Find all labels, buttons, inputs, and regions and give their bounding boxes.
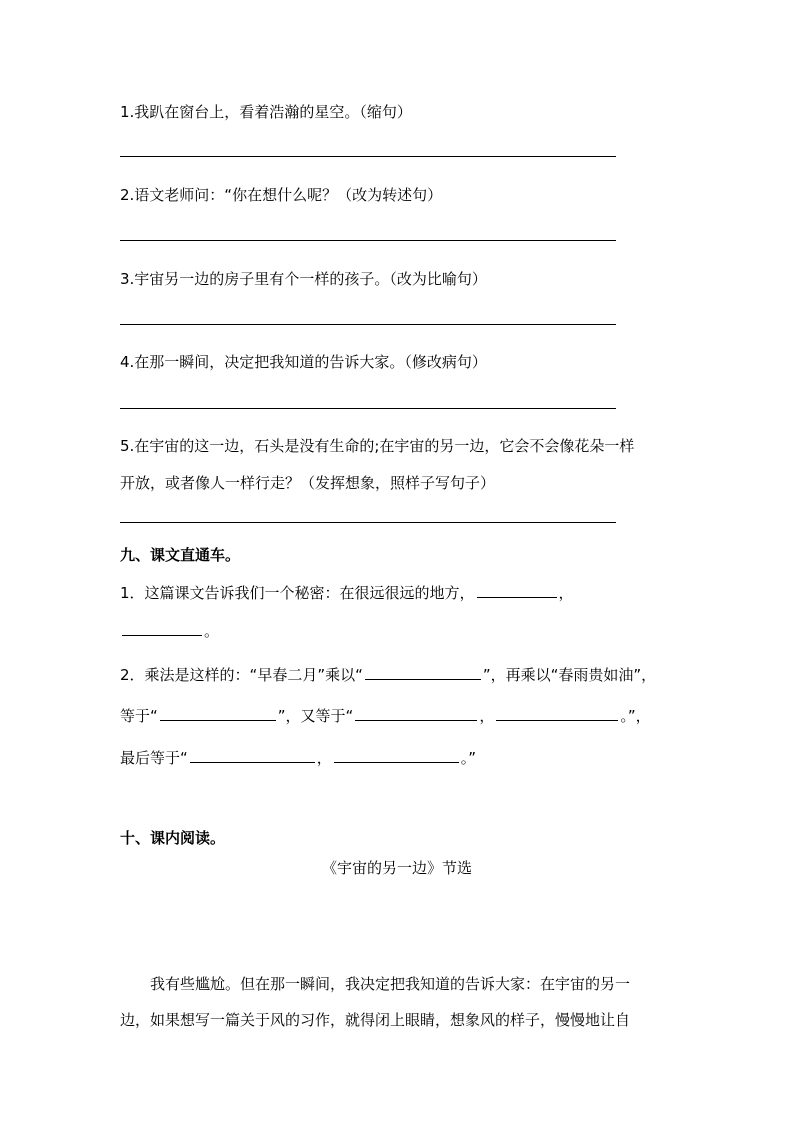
section-9-heading: 九、课文直通车。 bbox=[120, 546, 241, 564]
section-9-q1-text: 1．这篇课文告诉我们一个秘密：在很远很远的地方， bbox=[120, 584, 475, 602]
section-9-q2-line-3 bbox=[120, 747, 476, 768]
punctuation: 。” bbox=[460, 749, 477, 767]
section-9-q2-text: ”，又等于“ bbox=[277, 707, 354, 725]
fill-blank[interactable] bbox=[477, 583, 557, 598]
fill-blank[interactable] bbox=[365, 665, 481, 680]
question-2: 2.语文老师问：“你在想什么呢？（改为转述句） bbox=[120, 186, 443, 204]
punctuation: ， bbox=[316, 749, 332, 767]
fill-blank[interactable] bbox=[496, 706, 618, 721]
answer-line-5[interactable] bbox=[120, 522, 616, 523]
question-5-line-1: 5.在宇宙的这一边，石头是没有生命的;在宇宙的另一边，它会不会像花朵一样 bbox=[120, 437, 635, 455]
fill-blank[interactable] bbox=[355, 706, 477, 721]
punctuation: ， bbox=[479, 707, 495, 725]
section-9-q2-text: ”，再乘以“春雨贵如油”， bbox=[482, 666, 657, 684]
answer-line-2[interactable] bbox=[120, 240, 616, 241]
section-9-q2-text: 等于“ bbox=[120, 707, 158, 725]
passage-title: 《宇宙的另一边》节选 bbox=[321, 859, 472, 877]
section-9-q2-line-1 bbox=[120, 664, 656, 685]
section-9-q1-line-1 bbox=[120, 582, 574, 603]
answer-line-1[interactable] bbox=[120, 156, 616, 157]
answer-line-3[interactable] bbox=[120, 324, 616, 325]
section-9-q1-line-2 bbox=[120, 620, 219, 641]
fill-blank[interactable] bbox=[334, 748, 459, 763]
section-9-q2-line-2 bbox=[120, 705, 651, 726]
punctuation: 。 bbox=[204, 622, 220, 640]
fill-blank[interactable] bbox=[122, 621, 202, 636]
punctuation: ， bbox=[558, 584, 574, 602]
punctuation: 。”， bbox=[620, 707, 651, 725]
question-4: 4.在那一瞬间，决定把我知道的告诉大家。（修改病句） bbox=[120, 353, 487, 371]
question-3: 3.宇宙另一边的房子里有个一样的孩子。（改为比喻句） bbox=[120, 270, 487, 288]
question-1: 1.我趴在窗台上，看着浩瀚的星空。（缩句） bbox=[120, 103, 412, 121]
fill-blank[interactable] bbox=[190, 748, 315, 763]
passage-line-1: 我有些尴尬。但在那一瞬间，我决定把我知道的告诉大家：在宇宙的另一 bbox=[150, 975, 631, 993]
fill-blank[interactable] bbox=[160, 706, 276, 721]
section-9-q2-text: 最后等于“ bbox=[120, 749, 188, 767]
section-10-heading: 十、课内阅读。 bbox=[120, 829, 226, 847]
answer-line-4[interactable] bbox=[120, 408, 616, 409]
question-5-line-2: 开放，或者像人一样行走？（发挥想象，照样子写句子） bbox=[120, 474, 496, 492]
section-9-q2-text: 2．乘法是这样的：“早春二月”乘以“ bbox=[120, 666, 363, 684]
passage-line-2: 边，如果想写一篇关于风的习作，就得闭上眼睛，想象风的样子，慢慢地让自 bbox=[120, 1011, 631, 1029]
